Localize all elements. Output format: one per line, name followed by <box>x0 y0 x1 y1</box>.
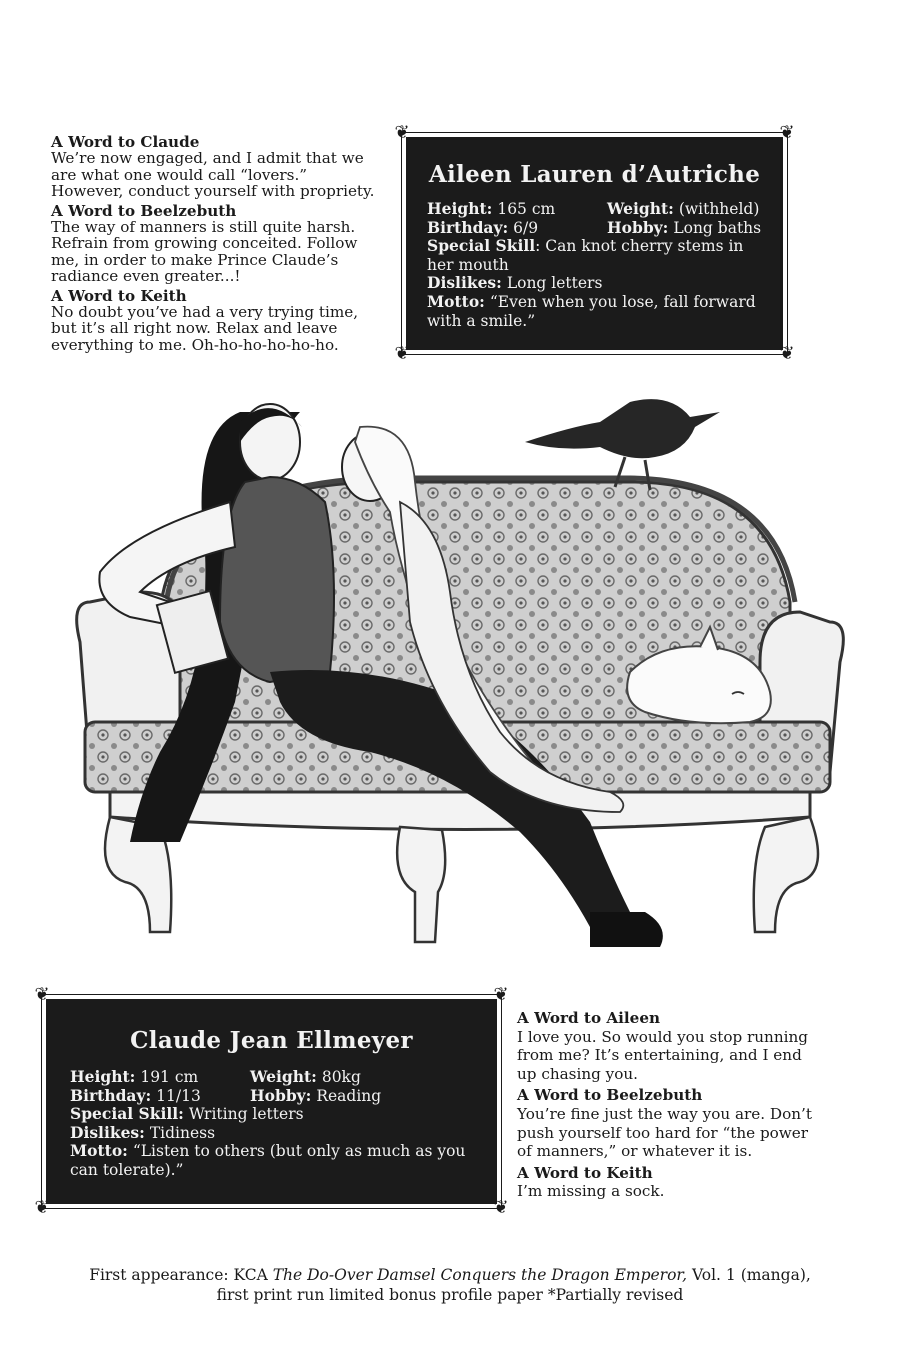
hobby-label: Hobby: <box>250 1085 312 1105</box>
profile-stats <box>70 1068 477 1180</box>
footer-line-2: first print run limited bonus profile paper *Partially revised <box>216 1286 684 1304</box>
dislikes-value: Tidiness <box>149 1123 216 1142</box>
character-illustration <box>70 372 850 962</box>
ornament-icon: ❦ <box>34 984 50 1005</box>
word-heading: A Word to Keith <box>517 1163 653 1182</box>
profile-name: Claude Jean Ellmeyer <box>130 1027 413 1054</box>
weight-label: Weight: <box>607 199 674 218</box>
word-heading: A Word to Claude <box>51 133 200 151</box>
aileen-profile-card <box>394 122 795 364</box>
height-value: 165 cm <box>497 200 556 218</box>
ornament-icon: ❦ <box>779 122 795 143</box>
weight-value: 80kg <box>321 1068 361 1086</box>
height-value: 191 cm <box>140 1068 199 1086</box>
word-heading: A Word to Beelzebuth <box>51 201 237 220</box>
dislikes-label: Dislikes: <box>70 1122 145 1142</box>
weight-label: Weight: <box>250 1067 317 1086</box>
word-text: I love you. So would you stop running from me? It’s entertaining, and I end up chasing you. <box>517 1027 808 1083</box>
weight-value: (withheld) <box>678 200 760 218</box>
profile-stats <box>427 200 765 330</box>
aileen-words-section <box>51 134 381 356</box>
word-text: The way of manners is still quite harsh. Refrain from growing conceited. Follow me, in order to make Prince Claude’s radiance even greater...! <box>51 218 358 286</box>
word-heading: A Word to Beelzebuth <box>517 1086 703 1105</box>
motto-value: “Listen to others (but only as much as you can tolerate).” <box>70 1142 466 1179</box>
footer-title: The Do-Over Damsel Conquers the Dragon Emperor, <box>272 1266 688 1284</box>
sofa-leg <box>397 827 445 942</box>
hobby-value: Long baths <box>673 218 762 237</box>
birthday-value: 11/13 <box>156 1086 201 1105</box>
word-heading: A Word to Keith <box>51 286 187 305</box>
footer-note <box>40 1265 860 1305</box>
claude-words-section <box>517 1009 817 1204</box>
word-text: We’re now engaged, and I admit that we are what one would call “lovers.” However, conduct yourself with propriety. <box>51 149 375 201</box>
ornament-icon: ❦ <box>493 1197 509 1218</box>
word-text: You’re fine just the way you are. Don’t push yourself too hard for “the power of manners,” or whatever it is. <box>517 1104 812 1161</box>
word-text: No doubt you’ve had a very trying time, but it’s all right now. Relax and leave everything to me. Oh-ho-ho-ho-ho-ho. <box>51 303 359 354</box>
word-text: I’m missing a sock. <box>517 1182 665 1201</box>
footer-suffix: Vol. 1 (manga), <box>687 1266 811 1284</box>
sofa-leg <box>754 817 818 932</box>
claude-profile-card <box>34 984 509 1218</box>
motto-value: “Even when you lose, fall forward with a smile.” <box>427 292 756 330</box>
skill-value: Writing letters <box>188 1105 304 1124</box>
hobby-label: Hobby: <box>607 217 669 237</box>
word-heading: A Word to Aileen <box>517 1009 661 1027</box>
ornament-icon: ❦ <box>394 122 410 143</box>
figure-vest <box>220 477 334 682</box>
skill-label: Special Skill: <box>70 1104 184 1124</box>
ornament-icon: ❦ <box>493 984 509 1005</box>
dislikes-value: Long letters <box>506 274 603 293</box>
birthday-value: 6/9 <box>513 218 539 237</box>
skill-label: Special Skill <box>427 236 536 256</box>
dislikes-label: Dislikes: <box>427 273 502 293</box>
footer-prefix: First appearance: KCA <box>89 1266 273 1284</box>
footer-line-1 <box>40 1265 860 1285</box>
ornament-icon: ❦ <box>779 343 795 364</box>
height-label: Height: <box>427 199 493 218</box>
motto-label: Motto: <box>70 1141 128 1161</box>
ornament-icon: ❦ <box>394 343 410 364</box>
height-label: Height: <box>70 1067 136 1086</box>
hobby-value: Reading <box>316 1086 382 1105</box>
birthday-label: Birthday: <box>70 1085 152 1105</box>
crow <box>525 399 720 458</box>
birthday-label: Birthday: <box>427 217 509 237</box>
ornament-icon: ❦ <box>34 1197 50 1218</box>
profile-name: Aileen Lauren d’Autriche <box>428 161 761 188</box>
skill-value: : Can knot cherry stems in her mouth <box>427 237 744 274</box>
motto-label: Motto: <box>427 291 485 311</box>
